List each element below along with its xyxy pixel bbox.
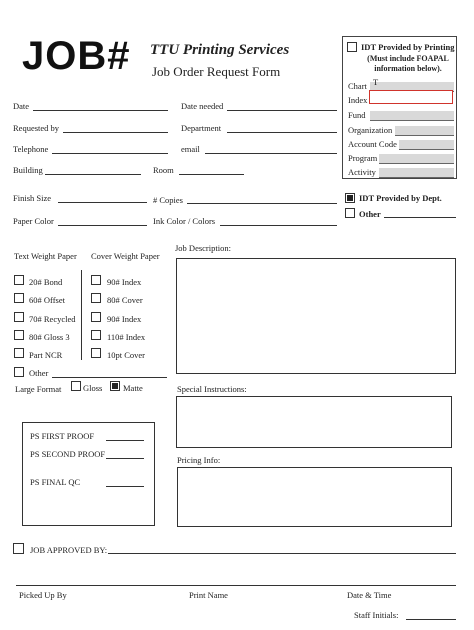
idt-dept-checkbox[interactable] bbox=[345, 193, 355, 203]
paper-color-label: Paper Color bbox=[13, 216, 54, 226]
text-option-label: 20# Bond bbox=[29, 277, 63, 287]
pricing-info-label: Pricing Info: bbox=[177, 455, 221, 465]
picked-up-by-label: Picked Up By bbox=[19, 590, 67, 600]
job-approved-label: JOB APPROVED BY: bbox=[30, 545, 108, 555]
job-logo: JOB# bbox=[22, 34, 131, 78]
requested-by-label: Requested by bbox=[13, 123, 60, 133]
paper-other-label: Other bbox=[29, 368, 49, 378]
text-option-checkbox[interactable] bbox=[14, 348, 24, 358]
cover-option-checkbox[interactable] bbox=[91, 312, 101, 322]
first-proof-field[interactable] bbox=[106, 440, 144, 441]
text-option-label: 60# Offset bbox=[29, 295, 65, 305]
foapal-heading: IDT Provided by Printing bbox=[361, 42, 455, 52]
cover-option-checkbox[interactable] bbox=[91, 330, 101, 340]
idt-other-field[interactable] bbox=[384, 217, 456, 218]
building-label: Building bbox=[13, 165, 43, 175]
idt-dept-label: IDT Provided by Dept. bbox=[359, 193, 442, 203]
department-label: Department bbox=[181, 123, 222, 133]
cover-option-label: 90# Index bbox=[107, 277, 142, 287]
text-weight-header: Text Weight Paper bbox=[14, 251, 77, 261]
text-option-label: Part NCR bbox=[29, 350, 63, 360]
text-option-checkbox[interactable] bbox=[14, 312, 24, 322]
department-field[interactable] bbox=[227, 132, 337, 133]
finish-size-label: Finish Size bbox=[13, 193, 52, 203]
final-qc-field[interactable] bbox=[106, 486, 144, 487]
pickup-signature-line[interactable] bbox=[16, 585, 456, 586]
chart-label: Chart bbox=[348, 81, 367, 91]
organization-label: Organization bbox=[348, 125, 393, 135]
form-title: Job Order Request Form bbox=[152, 64, 281, 79]
paper-color-field[interactable] bbox=[58, 225, 147, 226]
matte-checkbox[interactable] bbox=[110, 381, 120, 391]
paper-divider bbox=[81, 270, 82, 360]
building-field[interactable] bbox=[45, 174, 141, 175]
chart-value: T bbox=[373, 77, 379, 87]
cover-option-checkbox[interactable] bbox=[91, 275, 101, 285]
first-proof-label: PS FIRST PROOF bbox=[30, 431, 95, 441]
idt-other-checkbox[interactable] bbox=[345, 208, 355, 218]
cover-option-label: 90# Index bbox=[107, 314, 142, 324]
final-qc-label: PS FINAL QC bbox=[30, 477, 81, 487]
room-field[interactable] bbox=[179, 174, 244, 175]
room-label: Room bbox=[153, 165, 174, 175]
fund-label: Fund bbox=[348, 110, 366, 120]
matte-label: Matte bbox=[123, 383, 143, 393]
telephone-field[interactable] bbox=[52, 153, 168, 154]
pricing-info-area[interactable] bbox=[177, 467, 452, 527]
cover-option-label: 10pt Cover bbox=[107, 350, 146, 360]
org-name: TTU Printing Services bbox=[150, 42, 290, 58]
paper-other-checkbox[interactable] bbox=[14, 367, 24, 377]
text-option-label: 80# Gloss 3 bbox=[29, 332, 70, 342]
activity-field[interactable] bbox=[379, 168, 454, 178]
idt-printing-checkbox[interactable] bbox=[347, 42, 357, 52]
cover-option-label: 110# Index bbox=[107, 332, 146, 342]
cover-option-checkbox[interactable] bbox=[91, 348, 101, 358]
text-option-checkbox[interactable] bbox=[14, 275, 24, 285]
activity-label: Activity bbox=[348, 167, 376, 177]
cover-option-checkbox[interactable] bbox=[91, 293, 101, 303]
large-format-label: Large Format bbox=[15, 384, 62, 394]
foapal-box bbox=[342, 36, 457, 179]
account-code-label: Account Code bbox=[348, 139, 397, 149]
date-label: Date bbox=[13, 101, 30, 111]
second-proof-label: PS SECOND PROOF bbox=[30, 449, 106, 459]
job-approved-field[interactable] bbox=[108, 553, 456, 554]
requested-by-field[interactable] bbox=[63, 132, 168, 133]
paper-other-field[interactable] bbox=[52, 377, 167, 378]
second-proof-field[interactable] bbox=[106, 458, 144, 459]
cover-weight-header: Cover Weight Paper bbox=[91, 251, 160, 261]
index-field[interactable] bbox=[369, 90, 453, 104]
print-name-label: Print Name bbox=[189, 590, 228, 600]
job-description-label: Job Description: bbox=[175, 243, 231, 253]
program-field[interactable] bbox=[379, 154, 454, 164]
foapal-subheading: (Must include FOAPAL information below). bbox=[367, 54, 449, 73]
account-code-field[interactable] bbox=[399, 140, 454, 150]
text-option-checkbox[interactable] bbox=[14, 293, 24, 303]
text-option-checkbox[interactable] bbox=[14, 330, 24, 340]
gloss-label: Gloss bbox=[83, 383, 103, 393]
email-label: email bbox=[181, 144, 200, 154]
cover-option-label: 80# Cover bbox=[107, 295, 143, 305]
date-time-label: Date & Time bbox=[347, 590, 392, 600]
text-option-label: 70# Recycled bbox=[29, 314, 76, 324]
finish-size-field[interactable] bbox=[58, 202, 147, 203]
ink-color-field[interactable] bbox=[220, 225, 337, 226]
special-instructions-area[interactable] bbox=[176, 396, 452, 448]
idt-other-label: Other bbox=[359, 209, 381, 219]
proof-box bbox=[22, 422, 155, 526]
fund-field[interactable] bbox=[370, 111, 454, 121]
ink-color-label: Ink Color / Colors bbox=[153, 216, 216, 226]
date-needed-label: Date needed bbox=[181, 101, 224, 111]
email-field[interactable] bbox=[205, 153, 337, 154]
copies-label: # Copies bbox=[153, 195, 183, 205]
gloss-checkbox[interactable] bbox=[71, 381, 81, 391]
copies-field[interactable] bbox=[187, 203, 337, 204]
program-label: Program bbox=[348, 153, 378, 163]
job-approved-checkbox[interactable] bbox=[13, 543, 24, 554]
organization-field[interactable] bbox=[395, 126, 454, 136]
job-description-area[interactable] bbox=[176, 258, 456, 374]
staff-initials-field[interactable] bbox=[406, 619, 456, 620]
date-needed-field[interactable] bbox=[227, 110, 337, 111]
telephone-label: Telephone bbox=[13, 144, 49, 154]
index-label: Index bbox=[348, 95, 368, 105]
staff-initials-label: Staff Initials: bbox=[354, 610, 399, 620]
date-field[interactable] bbox=[33, 110, 168, 111]
special-instructions-label: Special Instructions: bbox=[177, 384, 247, 394]
